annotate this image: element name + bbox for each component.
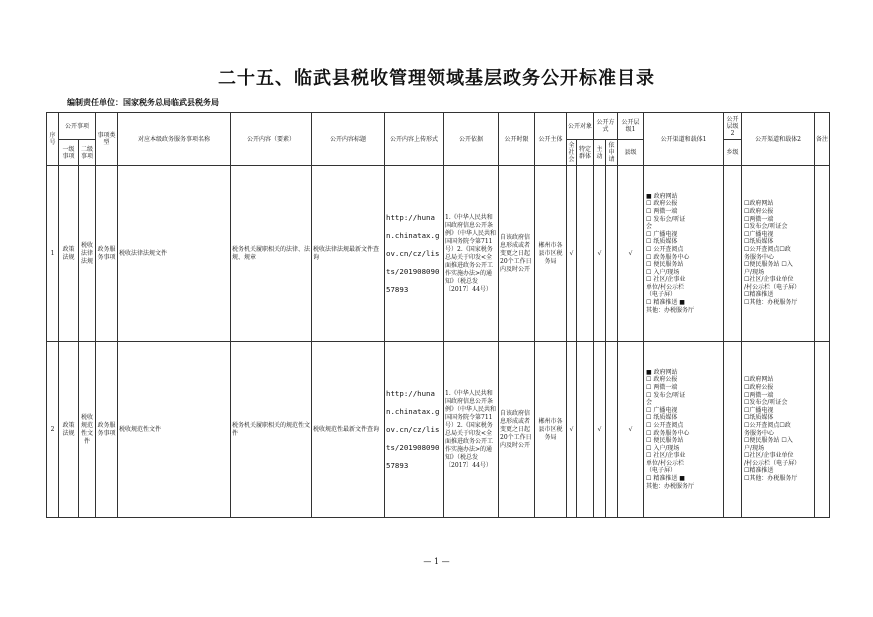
- row-content-title: 税收法律法规最新文件查询: [312, 166, 385, 342]
- channel-option: ☐ 社区/企事业: [646, 276, 686, 284]
- channel-option: 单位/村公示栏: [646, 459, 685, 467]
- row-level2: 税收法律法规: [79, 166, 96, 342]
- row-county-check: √: [618, 342, 644, 518]
- row-type: 政务服务事项: [96, 166, 118, 342]
- row-active-check: √: [594, 342, 606, 518]
- header-time: 公开时限: [499, 113, 535, 166]
- channel-option: 务服务中心: [744, 429, 775, 437]
- channel-option: ☐其他：办税服务厅: [744, 299, 798, 307]
- row-service: 税收法律法规文件: [118, 166, 231, 342]
- channel-option: 单位/村公示栏: [646, 283, 685, 291]
- row-channel-1: [644, 166, 724, 342]
- row-upload-link[interactable]: http://hunan.chinatax.gov.cn/cz/lists/20190809057893: [385, 166, 444, 342]
- header-level2-item: 二级事项: [79, 140, 96, 166]
- row-level2: 税收规范性文件: [79, 342, 96, 518]
- row-whole-check: √: [567, 342, 577, 518]
- header-items: 公开事项: [59, 113, 96, 140]
- header-town: 乡级: [724, 140, 742, 166]
- catalog-table: [46, 112, 830, 518]
- header-service: 对应本级政务服务事项名称: [118, 113, 231, 166]
- channel-option: ■ 政府网站: [646, 192, 678, 200]
- channel-option: 其他：办税服务厅: [646, 482, 695, 490]
- row-level1: 政策法规: [59, 342, 79, 518]
- header-content-title: 公开内容标题: [312, 113, 385, 166]
- channel-option: ☐ 社区/企事业: [646, 452, 686, 460]
- channel-option: ☐ 精准推送 ■: [646, 299, 685, 307]
- row-subject: 郴州市各县市区税务局: [535, 166, 567, 342]
- row-remark: [815, 166, 830, 342]
- row-remark: [815, 342, 830, 518]
- channel-option: ☐ 两微一端: [646, 383, 678, 391]
- channel-option: ☐ 精准推送 ■: [646, 475, 685, 483]
- page-title: 二十五、临武县税收管理领域基层政务公开标准目录: [218, 68, 655, 89]
- header-subject: 公开主体: [535, 113, 567, 166]
- channel-option: ☐社区/企事业单位: [744, 452, 794, 460]
- row-content: 税务机关履职相关的法律、法规、规章: [231, 166, 312, 342]
- channel-option: ☐便民服务站 ☐入: [744, 261, 793, 269]
- row-request-check: [606, 342, 618, 518]
- header-on-request: 依申请: [606, 140, 618, 166]
- channel-option: ☐精准推送: [744, 291, 774, 299]
- channel-option: ☐ 广播电视: [646, 406, 678, 414]
- channel-option: ☐政府公报: [744, 383, 774, 391]
- row-time: 自该政府信息形成或者变更之日起20个工作日内及时公开: [499, 342, 535, 518]
- channel-option: ☐公开查阅点☐政: [744, 245, 791, 253]
- header-basis: 公开依据: [444, 113, 499, 166]
- channel-option: ☐广播电视: [744, 230, 774, 238]
- row-time: 自该政府信息形成或者变更之日起20个工作日内及时公开: [499, 166, 535, 342]
- header-whole-society: 全社会: [567, 140, 577, 166]
- header-seq: 序号: [47, 113, 59, 166]
- page-number: — 1 —: [423, 557, 450, 566]
- row-active-check: √: [594, 166, 606, 342]
- channel-option: ☐ 公开查阅点: [646, 421, 684, 429]
- row-request-check: [606, 166, 618, 342]
- channel-option: 会: [646, 399, 653, 407]
- header-channel-2: 公开渠道和载体2: [742, 113, 815, 166]
- channel-option: 其他：办税服务厅: [646, 306, 695, 314]
- channel-option: /村公示栏（电子屏）: [744, 283, 801, 291]
- header-level1-item: 一级事项: [59, 140, 79, 166]
- channel-option: ☐ 政务服务中心: [646, 429, 690, 437]
- channel-option: ☐ 广播电视: [646, 230, 678, 238]
- channel-option: ☐ 入户/现场: [646, 268, 680, 276]
- row-service: 税收规范性文件: [118, 342, 231, 518]
- channel-option: 务服务中心: [744, 253, 775, 261]
- header-content: 公开内容（要素）: [231, 113, 312, 166]
- header-level-1: 公开层级1: [618, 113, 644, 140]
- channel-option: ☐精准推送: [744, 467, 774, 475]
- channel-option: ☐便民服务站 ☐入: [744, 437, 793, 445]
- channel-option: /村公示栏（电子屏）: [744, 459, 801, 467]
- channel-option: ☐ 入户/现场: [646, 444, 680, 452]
- row-subject: 郴州市各县市区税务局: [535, 342, 567, 518]
- channel-option: ■ 政府网站: [646, 368, 678, 376]
- channel-option: ☐其他：办税服务厅: [744, 475, 798, 483]
- channel-option: ☐ 政府公报: [646, 376, 678, 384]
- channel-option: ☐ 纸质媒体: [646, 414, 678, 422]
- channel-option: ☐ 发布会/听证: [646, 391, 686, 399]
- row-specific-check: [577, 342, 594, 518]
- row-town-check: [724, 342, 742, 518]
- channel-option: （电子屏）: [646, 467, 677, 475]
- channel-option: ☐政府网站: [744, 200, 774, 208]
- header-object: 公开对象: [567, 113, 594, 140]
- header-specific-group: 特定群体: [577, 140, 594, 166]
- row-specific-check: [577, 166, 594, 342]
- channel-option: 会: [646, 223, 653, 231]
- header-method: 公开方式: [594, 113, 618, 140]
- channel-option: 户/现场: [744, 268, 765, 276]
- row-upload-link[interactable]: http://hunan.chinatax.gov.cn/cz/lists/20190809057893: [385, 342, 444, 518]
- channel-option: ☐两微一端: [744, 391, 774, 399]
- row-town-check: [724, 166, 742, 342]
- row-seq: 2: [47, 342, 59, 518]
- channel-option: ☐ 便民服务站: [646, 261, 684, 269]
- row-channel-1: [644, 342, 724, 518]
- header-level-2: 公开层级2: [724, 113, 742, 140]
- header-type: 事项类型: [96, 113, 118, 166]
- row-channel-2: [742, 342, 815, 518]
- channel-option: ☐社区/企事业单位: [744, 276, 794, 284]
- channel-option: （电子屏）: [646, 291, 677, 299]
- channel-option: ☐公开查阅点☐政: [744, 421, 791, 429]
- channel-option: ☐发布会/听证会: [744, 399, 788, 407]
- row-channel-2: [742, 166, 815, 342]
- channel-option: ☐广播电视: [744, 406, 774, 414]
- channel-option: ☐纸质媒体: [744, 414, 774, 422]
- channel-option: ☐纸质媒体: [744, 238, 774, 246]
- channel-option: ☐ 政府公报: [646, 200, 678, 208]
- row-level1: 政策法规: [59, 166, 79, 342]
- channel-option: ☐ 两微一端: [646, 207, 678, 215]
- channel-option: ☐ 便民服务站: [646, 437, 684, 445]
- header-active: 主动: [594, 140, 606, 166]
- header-remark: 备注: [815, 113, 830, 166]
- row-basis: 1.《中华人民共和国政府信息公开条例》（中华人民共和国国务院令第711号）2.《国家税务总局关于印发<全面推进政务公开工作实施办法>的通知》（税总发〔2017〕44号）: [444, 166, 499, 342]
- header-county: 县级: [618, 140, 644, 166]
- row-content-title: 税收规范性最新文件查询: [312, 342, 385, 518]
- row-seq: 1: [47, 166, 59, 342]
- table-row: [47, 342, 830, 518]
- channel-option: ☐发布会/听证会: [744, 223, 788, 231]
- channel-option: ☐ 发布会/听证: [646, 215, 686, 223]
- row-content: 税务机关履职相关的规范性文件: [231, 342, 312, 518]
- channel-option: ☐两微一端: [744, 215, 774, 223]
- channel-option: ☐ 公开查阅点: [646, 245, 684, 253]
- responsible-unit: 编制责任单位：国家税务总局临武县税务局: [67, 98, 219, 107]
- channel-option: ☐政府网站: [744, 376, 774, 384]
- header-channel-1: 公开渠道和载体1: [644, 113, 724, 166]
- table-row: [47, 166, 830, 342]
- row-type: 政务服务事项: [96, 342, 118, 518]
- channel-option: ☐ 纸质媒体: [646, 238, 678, 246]
- row-whole-check: √: [567, 166, 577, 342]
- channel-option: ☐ 政务服务中心: [646, 253, 690, 261]
- channel-option: ☐政府公报: [744, 207, 774, 215]
- row-basis: 1.《中华人民共和国政府信息公开条例》（中华人民共和国国务院令第711号）2.《国家税务总局关于印发<全面推进政务公开工作实施办法>的通知》（税总发〔2017〕44号）: [444, 342, 499, 518]
- channel-option: 户/现场: [744, 444, 765, 452]
- row-county-check: √: [618, 166, 644, 342]
- header-upload: 公开内容上传形式: [385, 113, 444, 166]
